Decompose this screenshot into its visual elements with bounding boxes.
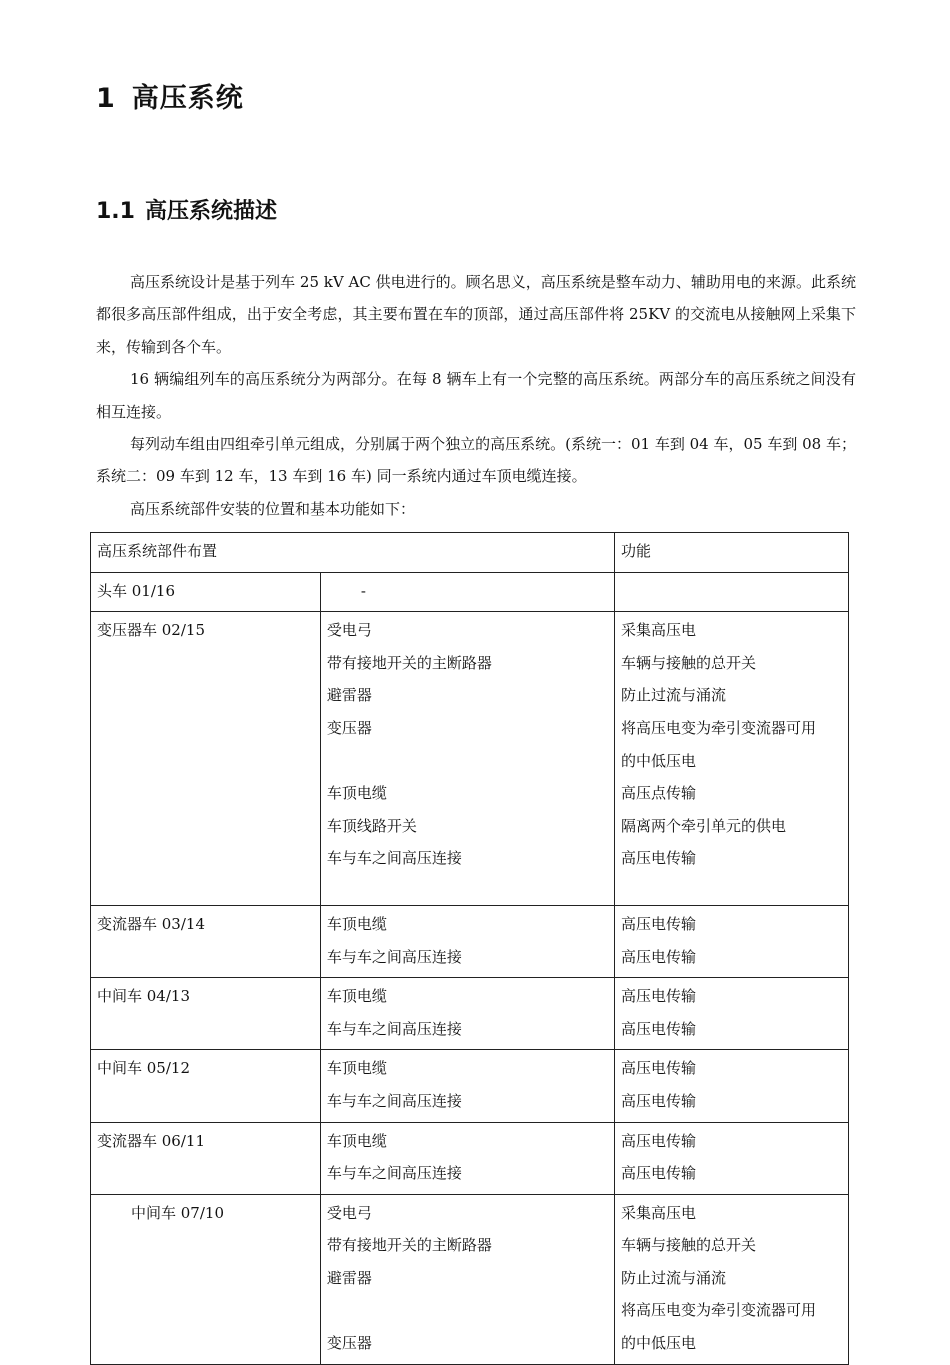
function-item: 高压电传输 — [620, 947, 696, 966]
table-header-row — [91, 533, 849, 573]
cell-spacer — [327, 875, 608, 901]
functions-cell — [614, 1122, 848, 1194]
function-item: 高压电传输 — [620, 1131, 696, 1150]
paragraph: 16 辆编组列车的高压系统分为两部分。在每 8 辆车上有一个完整的高压系统。两部分车的高压系统之间没有相互连接。 — [96, 370, 856, 421]
function-item: 高压电传输 — [620, 914, 696, 933]
section-heading — [96, 194, 277, 225]
functions-cell — [614, 905, 848, 977]
component-item: 车与车之间高压连接 — [326, 1091, 462, 1110]
component-item: 车顶电缆 — [326, 1059, 387, 1078]
function-item: 防止过流与涌流 — [620, 1268, 726, 1287]
car-cell: 中间车 07/10 — [91, 1194, 321, 1364]
component-item: 车与车之间高压连接 — [326, 849, 462, 868]
function-item: 采集高压电 — [620, 621, 696, 640]
function-item: 隔离两个牵引单元的供电 — [620, 816, 786, 835]
component-item: 带有接地开关的主断路器 — [326, 1236, 492, 1255]
function-item: 将高压电变为牵引变流器可用 — [620, 1301, 816, 1320]
function-item: 的中低压电 — [620, 751, 696, 770]
chapter-title: 高压系统 — [131, 83, 244, 114]
function-item: 的中低压电 — [620, 1334, 696, 1353]
functions-cell — [614, 1050, 848, 1122]
paragraph: 每列动车组由四组牵引单元组成，分别属于两个独立的高压系统。(系统一：01 车到 04 车，05 车到 08 车；系统二：09 车到 12 车，13 车到 16 车) 同一系统内通过车顶电缆连接。 — [96, 435, 856, 486]
table-row — [91, 1050, 849, 1122]
component-item: 车顶线路开关 — [326, 816, 417, 835]
component-item: 车顶电缆 — [326, 784, 387, 803]
header-layout-cell: 高压系统部件布置 — [91, 533, 615, 573]
car-cell: 中间车 05/12 — [91, 1050, 321, 1122]
components-cell — [320, 572, 614, 612]
component-item: 车顶电缆 — [326, 914, 387, 933]
hv-components-table — [90, 532, 849, 1365]
car-cell: 变流器车 06/11 — [91, 1122, 321, 1194]
function-item: 防止过流与涌流 — [620, 686, 726, 705]
car-cell: 中间车 04/13 — [91, 978, 321, 1050]
component-item: 车与车之间高压连接 — [326, 1019, 462, 1038]
components-cell — [320, 1194, 614, 1364]
chapter-number: 1 — [96, 83, 116, 114]
component-item — [327, 1294, 608, 1327]
components-cell — [320, 1050, 614, 1122]
components-cell — [320, 612, 614, 906]
components-cell — [320, 1122, 614, 1194]
section-number: 1.1 — [96, 199, 135, 224]
component-item: 车顶电缆 — [326, 987, 387, 1006]
table-row — [91, 978, 849, 1050]
function-item: 高压电传输 — [620, 987, 696, 1006]
functions-cell — [614, 1194, 848, 1364]
car-cell: 变压器车 02/15 — [91, 612, 321, 906]
component-item: 车与车之间高压连接 — [326, 947, 462, 966]
table-row — [91, 1122, 849, 1194]
component-item: 车与车之间高压连接 — [326, 1164, 462, 1183]
function-item: 高压电传输 — [620, 1019, 696, 1038]
component-item: 带有接地开关的主断路器 — [326, 653, 492, 672]
function-item: 高压电传输 — [620, 1164, 696, 1183]
components-cell — [320, 905, 614, 977]
car-cell: 变流器车 03/14 — [91, 905, 321, 977]
header-function-cell: 功能 — [614, 533, 848, 573]
table-row — [91, 1194, 849, 1364]
table-row — [91, 572, 849, 612]
function-item: 车辆与接触的总开关 — [620, 1236, 756, 1255]
component-item: 受电弓 — [326, 1203, 372, 1222]
table-row — [91, 612, 849, 906]
component-item: 车顶电缆 — [326, 1131, 387, 1150]
component-item: 避雷器 — [326, 1268, 372, 1287]
functions-cell — [614, 572, 848, 612]
components-cell — [320, 978, 614, 1050]
component-item: - — [360, 581, 366, 600]
car-cell: 头车 01/16 — [91, 572, 321, 612]
function-item: 高压点传输 — [620, 784, 696, 803]
component-item: 避雷器 — [326, 686, 372, 705]
table-row — [91, 905, 849, 977]
body-text — [96, 266, 856, 525]
function-item: 高压电传输 — [620, 1059, 696, 1078]
component-item: 受电弓 — [326, 621, 372, 640]
paragraph: 高压系统部件安装的位置和基本功能如下： — [130, 499, 416, 518]
function-item: 将高压电变为牵引变流器可用 — [620, 718, 816, 737]
component-item: 变压器 — [326, 1334, 372, 1353]
function-item: 车辆与接触的总开关 — [620, 653, 756, 672]
functions-cell — [614, 978, 848, 1050]
function-item: 高压电传输 — [620, 1091, 696, 1110]
function-item: 采集高压电 — [620, 1203, 696, 1222]
function-item: 高压电传输 — [620, 849, 696, 868]
component-item — [327, 745, 608, 778]
chapter-heading — [96, 76, 244, 115]
functions-cell — [614, 612, 848, 906]
component-item: 变压器 — [326, 718, 372, 737]
paragraph: 高压系统设计是基于列车 25 kV AC 供电进行的。顾名思义，高压系统是整车动力、辅助用电的来源。此系统都很多高压部件组成，出于安全考虑，其主要布置在车的顶部，通过高压部件将 25KV 的交流电从接触网上采集下来，传输到各个车。 — [96, 273, 856, 356]
section-title: 高压系统描述 — [144, 199, 277, 224]
